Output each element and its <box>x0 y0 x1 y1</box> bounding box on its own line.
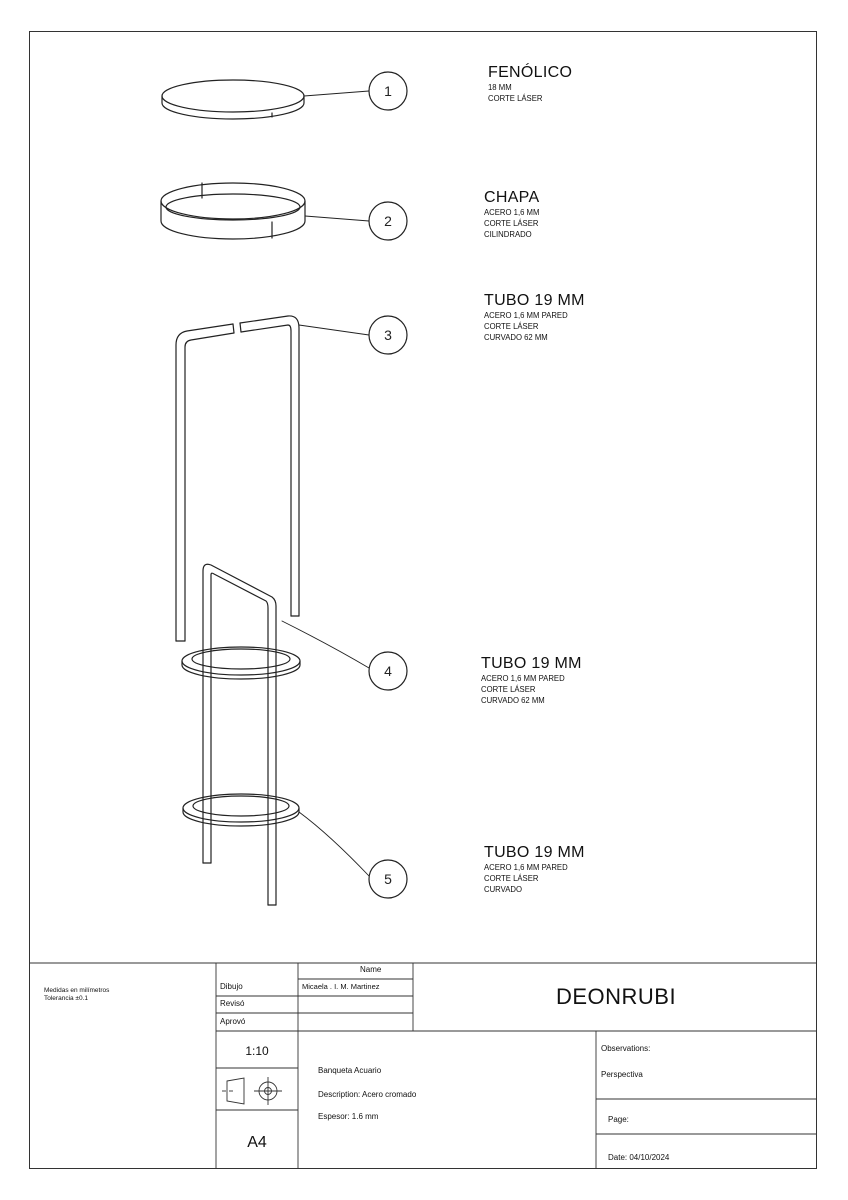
projection-symbol-icon <box>222 1077 282 1105</box>
part-4-label <box>481 655 582 706</box>
drawing-scale: 1:10 <box>245 1044 269 1058</box>
approved-by-label: Aprovó <box>220 1017 246 1026</box>
part-title: TUBO 19 MM <box>481 655 582 672</box>
material-thickness: Espesor: 1.6 mm <box>318 1112 379 1121</box>
balloon-number: 5 <box>384 871 392 887</box>
part-3-label <box>484 292 585 343</box>
part-balloons <box>369 72 407 898</box>
part-spec: CURVADO <box>484 884 522 894</box>
part-spec: CORTE LÁSER <box>488 93 543 103</box>
part-spec: ACERO 1,6 MM <box>484 207 540 217</box>
part-spec: 18 MM <box>488 82 512 92</box>
part-5-label <box>484 844 585 895</box>
part-spec: ACERO 1,6 MM PARED <box>484 310 568 320</box>
phenolic-disc-part <box>162 80 304 119</box>
part-spec: CURVADO 62 MM <box>481 695 545 705</box>
sheet-ring-part <box>161 183 305 239</box>
part-spec: CURVADO 62 MM <box>484 332 548 342</box>
part-spec: CILINDRADO <box>484 229 532 239</box>
observations-label: Observations: <box>601 1044 651 1053</box>
part-spec: CORTE LÁSER <box>484 321 539 331</box>
part-spec: CORTE LÁSER <box>481 684 536 694</box>
paper-size: A4 <box>247 1134 267 1151</box>
leader-lines <box>282 91 369 876</box>
balloon-number: 3 <box>384 327 392 343</box>
date-label: Date: 04/10/2024 <box>608 1153 670 1162</box>
lower-ring-part <box>183 794 299 826</box>
part-spec: CORTE LÁSER <box>484 873 539 883</box>
product-description: Description: Acero cromado <box>318 1090 417 1099</box>
balloon-number: 2 <box>384 213 392 229</box>
part-title: FENÓLICO <box>488 64 573 81</box>
name-column-header: Name <box>360 965 382 974</box>
drawn-by-label: Dibujo <box>220 982 243 991</box>
tall-tube-part <box>176 316 299 641</box>
part-2-label <box>484 189 546 240</box>
drawn-by-value: Micaela . I. M. Martinez <box>302 982 380 991</box>
part-spec: CORTE LÁSER <box>484 218 539 228</box>
balloon-number: 4 <box>384 663 392 679</box>
units-note: Medidas en milímetros <box>44 987 110 994</box>
company-name: DEONRUBI <box>555 984 677 1009</box>
observations-value: Perspectiva <box>601 1070 643 1079</box>
leg-frame-part <box>203 564 276 905</box>
balloon-number: 1 <box>384 83 392 99</box>
part-1-label <box>488 64 572 104</box>
part-title: TUBO 19 MM <box>484 844 585 861</box>
product-name: Banqueta Acuario <box>318 1066 382 1075</box>
part-spec: ACERO 1,6 MM PARED <box>484 862 568 872</box>
page-label: Page: <box>608 1115 629 1124</box>
reviewed-by-label: Revisó <box>220 999 245 1008</box>
part-title: CHAPA <box>484 189 540 206</box>
part-spec: ACERO 1,6 MM PARED <box>481 673 565 683</box>
part-title: TUBO 19 MM <box>484 292 585 309</box>
upper-ring-part <box>182 647 300 679</box>
tolerance-note: Tolerancia ±0.1 <box>44 995 89 1002</box>
